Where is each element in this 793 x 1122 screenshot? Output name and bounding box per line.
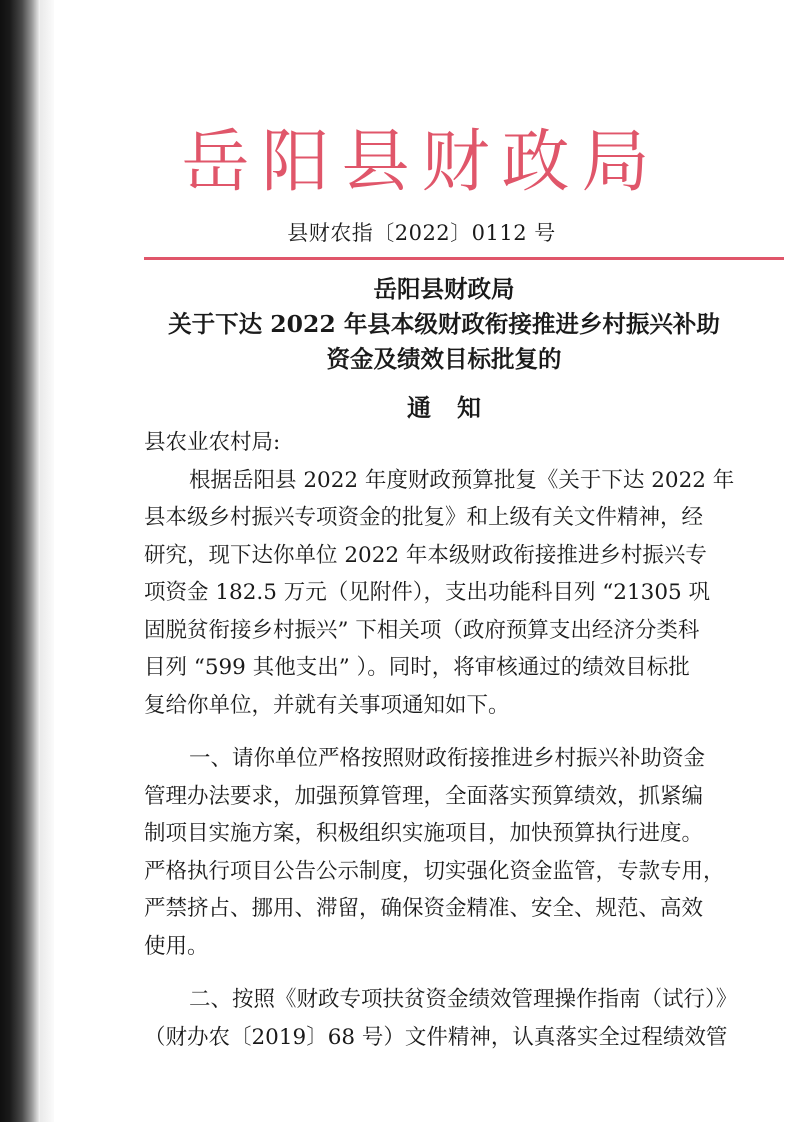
para2-line: 一、请你单位严格按照财政衔接推进乡村振兴补助资金 bbox=[189, 746, 706, 771]
page-gutter bbox=[40, 0, 54, 1122]
para2-line: 使用。 bbox=[144, 933, 209, 959]
paragraph-gap bbox=[144, 965, 784, 981]
para2-line: 制项目实施方案，积极组织实施项目，加快预算执行进度。 bbox=[144, 821, 704, 846]
document-page bbox=[54, 0, 793, 1122]
paragraph-gap bbox=[144, 724, 784, 740]
salutation: 县农业农村局: bbox=[144, 430, 281, 455]
title-notice: 通知 bbox=[407, 393, 507, 422]
para1-line: 根据岳阳县 2022 年度财政预算批复《关于下达 2022 年 bbox=[189, 467, 735, 493]
para2-line: 严禁挤占、挪用、滞留，确保资金精准、安全、规范、高效 bbox=[144, 896, 704, 921]
para1-line: 县本级乡村振兴专项资金的批复》和上级有关文件精神，经 bbox=[144, 505, 704, 530]
para1-line: 研究，现下达你单位 2022 年本级财政衔接推进乡村振兴专 bbox=[144, 542, 707, 568]
para3-line: （财办农〔2019〕68 号）文件精神，认真落实全过程绩效管 bbox=[144, 1024, 728, 1050]
red-divider-line bbox=[144, 257, 784, 260]
para1-line: 复给你单位，并就有关事项通知如下。 bbox=[144, 692, 510, 718]
para2-line: 严格执行项目公告公示制度，切实强化资金监管，专款专用， bbox=[144, 858, 725, 884]
para2-line: 管理办法要求，加强预算管理，全面落实预算绩效，抓紧编 bbox=[144, 783, 704, 809]
para3-line: 二、按照《财政专项扶贫资金绩效管理操作指南（试行）》 bbox=[189, 987, 738, 1012]
document-number: 县财农指〔2022〕0112 号 bbox=[287, 221, 556, 245]
title-line-subject: 关于下达 2022 年县本级财政衔接推进乡村振兴补助 bbox=[168, 310, 720, 338]
title-line-issuer: 岳阳县财政局 bbox=[373, 275, 515, 303]
para1-line: 目列 “599 其他支出” ）。同时，将审核通过的绩效目标批 bbox=[144, 655, 690, 680]
title-line-subject-cont: 资金及绩效目标批复的 bbox=[326, 345, 562, 373]
para1-line: 项资金 182.5 万元（见附件），支出功能科目列 “21305 巩 bbox=[144, 580, 711, 605]
document-title bbox=[124, 272, 764, 377]
agency-letterhead: 岳阳县财政局 bbox=[181, 123, 662, 202]
document-body bbox=[144, 424, 784, 1056]
para1-line: 固脱贫衔接乡村振兴” 下相关项（政府预算支出经济分类科 bbox=[144, 617, 700, 643]
book-spine-shadow bbox=[0, 0, 40, 1122]
